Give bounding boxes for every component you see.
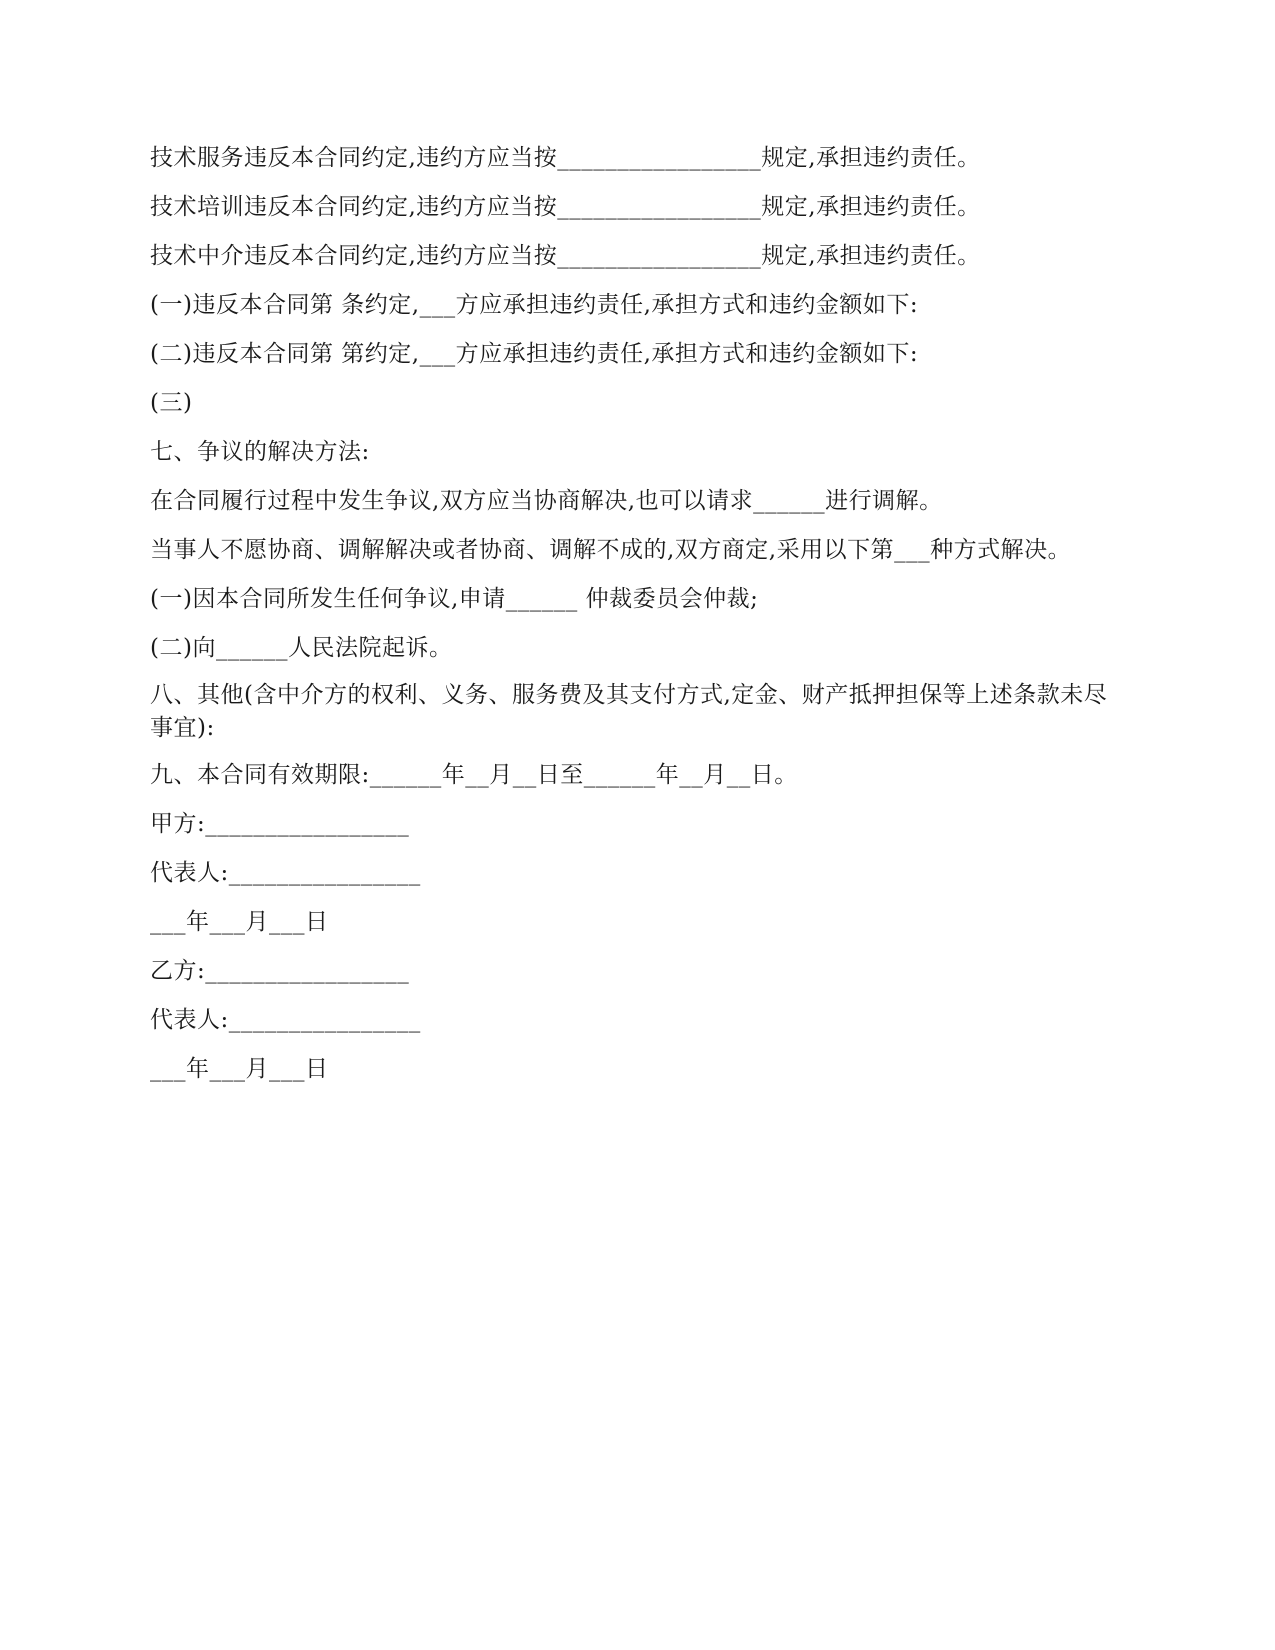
party-a-date-field: ___年___月___日 xyxy=(150,909,329,935)
section-8-other: 八、其他(含中介方的权利、义务、服务费及其支付方式,定金、财产抵押担保等上述条款未尽事宜): xyxy=(150,682,1108,741)
breach-item-3: (三) xyxy=(150,390,193,416)
party-b-date-field: ___年___月___日 xyxy=(150,1056,329,1082)
dispute-option-arbitration: (一)因本合同所发生任何争议,申请______ 仲裁委员会仲裁; xyxy=(150,586,759,612)
dispute-mediation-clause: 在合同履行过程中发生争议,双方应当协商解决,也可以请求______进行调解。 xyxy=(150,488,943,514)
section-7-heading: 七、争议的解决方法: xyxy=(150,439,370,465)
party-a-field: 甲方:_________________ xyxy=(150,811,410,837)
breach-item-1: (一)违反本合同第 条约定,___方应承担违约责任,承担方式和违约金额如下: xyxy=(150,292,919,318)
clause-tech-intermediary-breach: 技术中介违反本合同约定,违约方应当按_________________规定,承担违约责任。 xyxy=(150,243,981,269)
clause-tech-service-breach: 技术服务违反本合同约定,违约方应当按_________________规定,承担违约责任。 xyxy=(150,145,981,171)
breach-item-2: (二)违反本合同第 第约定,___方应承担违约责任,承担方式和违约金额如下: xyxy=(150,341,919,367)
dispute-option-court: (二)向______人民法院起诉。 xyxy=(150,635,453,661)
party-b-representative-field: 代表人:________________ xyxy=(150,1007,421,1033)
party-b-field: 乙方:_________________ xyxy=(150,958,410,984)
clause-tech-training-breach: 技术培训违反本合同约定,违约方应当按_________________规定,承担违约责任。 xyxy=(150,194,981,220)
dispute-resolution-choice: 当事人不愿协商、调解解决或者协商、调解不成的,双方商定,采用以下第___种方式解决。 xyxy=(150,537,1072,563)
party-a-representative-field: 代表人:________________ xyxy=(150,860,421,886)
section-9-validity-period: 九、本合同有效期限:______年__月__日至______年__月__日。 xyxy=(150,762,798,788)
